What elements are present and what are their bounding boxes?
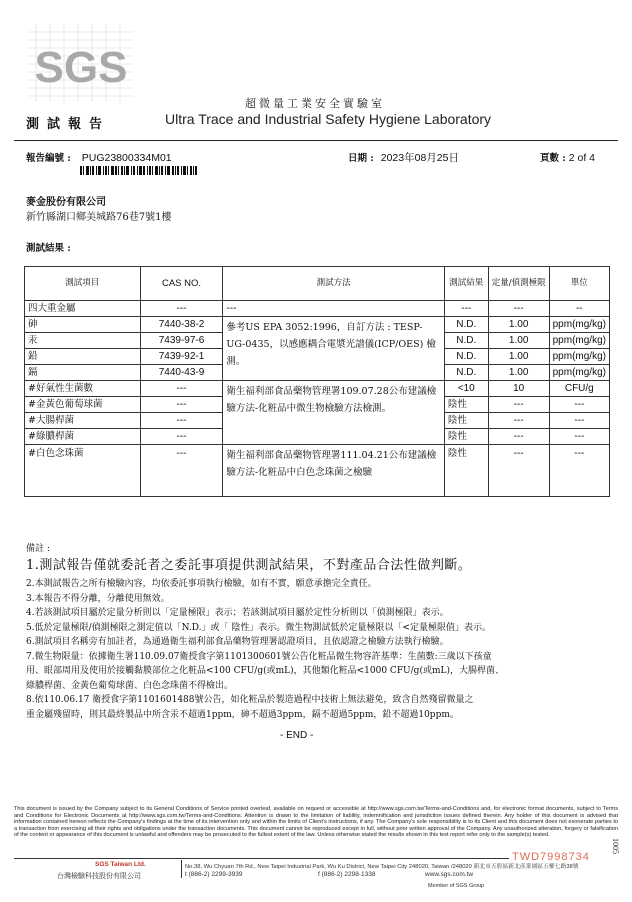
header-result: 測試結果 xyxy=(444,267,488,301)
report-title-zh: 測試報告 xyxy=(26,117,111,132)
cell-result: <10 xyxy=(444,381,488,397)
cell-result: 陰性 xyxy=(444,429,488,445)
cell-item: #白色念珠菌 xyxy=(25,445,141,497)
notes-list xyxy=(26,555,606,722)
table-row xyxy=(25,317,610,333)
cell-cas: --- xyxy=(140,381,223,397)
cell-item: #金黃色葡萄球菌 xyxy=(25,397,141,413)
cell-method-candida: 衛生福利部食品藥物管理署111.04.21公布建議檢驗方法-化粧品中白色念珠菌之檢驗 xyxy=(223,445,444,497)
table-row xyxy=(25,301,610,317)
lab-name-zh: 超微量工業安全實驗室 xyxy=(245,97,385,110)
cell-cas: 7439-97-6 xyxy=(140,333,223,349)
note-line: 7.微生物限量：依據衛生署110.09.07衛授食字第1101300601號公告化粧品微生物容許基準：生菌數:三歲以下孩童 xyxy=(26,651,492,662)
cell-result: N.D. xyxy=(444,317,488,333)
cell-item: #好氣性生菌數 xyxy=(25,381,141,397)
company-fax: f (886-2) 2298-1338 xyxy=(318,871,376,878)
cell-method-metals: 參考US EPA 3052:1996，自訂方法 : TESP-UG-0435，以感應耦合電漿光譜儀(ICP/OES) 檢測。 xyxy=(223,317,444,381)
cell-item: #綠膿桿菌 xyxy=(25,429,141,445)
cell-item: 砷 xyxy=(25,317,141,333)
report-number xyxy=(26,150,172,164)
results-label: 測試結果 : xyxy=(26,243,71,254)
header-limit: 定量/偵測極限 xyxy=(488,267,549,301)
footer-separator xyxy=(181,860,182,878)
cell-result: 陰性 xyxy=(444,413,488,429)
cell-unit: ppm(mg/kg) xyxy=(549,333,609,349)
serial-number: TWD7998734 xyxy=(512,851,590,863)
cell-result: --- xyxy=(444,301,488,317)
note-line: 2.本測試報告之所有檢驗內容，均依委託事項執行檢驗，如有不實，願意承擔完全責任。 xyxy=(26,579,377,589)
cell-limit: 1.00 xyxy=(488,349,549,365)
report-date xyxy=(348,150,459,165)
cell-cas: 7440-43-9 xyxy=(140,365,223,381)
note-line: 重金屬殘留時，則其最終製品中所含汞不超過1ppm，砷不超過3ppm，鎘不超過5ppm，鉛不超過10ppm。 xyxy=(26,709,459,720)
cell-limit: --- xyxy=(488,429,549,445)
cell-limit: --- xyxy=(488,397,549,413)
cell-limit: 1.00 xyxy=(488,317,549,333)
table-row xyxy=(25,381,610,397)
cell-limit: --- xyxy=(488,413,549,429)
cell-item: 鎘 xyxy=(25,365,141,381)
legal-disclaimer: This document is issued by the Company subject to its General Conditions of Service printed overleaf, available on request or accessible at http://www.sgs.com.tw/Terms-and-Conditions and, for electronic format documents, subject to Terms and Conditions for Electronic Documents at http://www.sgs.com.tw/Terms-and-Conditions. Attention is drawn to the limitation of liability, indemnification and jurisdiction issues defined therein. Any holder of this document is advised that information contained hereon reflects the Company's findings at the time of its intervention only and within the limits of Client's instructions, if any. The Company's sole responsibility is to its Client and this document does not exonerate parties to a transaction from exercising all their rights and obligations under the transaction documents. This document cannot be reproduced except in full, without prior written approval of the Company. Any unauthorized alteration, forgery or falsification of the content or appearance of this document is unlawful and offenders may be prosecuted to the fullest extent of the law. Unless otherwise stated the results shown in this test report refer only to the sample(s) tested. xyxy=(14,806,618,839)
svg-text:SGS: SGS xyxy=(34,43,128,92)
cell-limit: 1.00 xyxy=(488,365,549,381)
page-code: 1005 xyxy=(611,838,620,854)
cell-result: N.D. xyxy=(444,349,488,365)
cell-cas: --- xyxy=(140,301,223,317)
end-marker: - END - xyxy=(280,730,314,741)
cell-unit: --- xyxy=(549,397,609,413)
company-address: No.38, Wu Chyuan 7th Rd., New Taipei Industrial Park, Wu Ku District, New Taipei City 248020, Taiwan /248020 新北市五股區新北產業園區五權七路38號 xyxy=(185,864,579,870)
cell-unit: ppm(mg/kg) xyxy=(549,317,609,333)
cell-item: 汞 xyxy=(25,333,141,349)
cell-cas: --- xyxy=(140,397,223,413)
note-line: 8.依110.06.17 衛授食字第1101601488號公告，如化粧品於製造過程中技術上無法避免，致含自然殘留微量之 xyxy=(26,695,474,705)
cell-unit: -- xyxy=(549,301,609,317)
note-line: 6.測試項目名稱旁有加註者，為通過衛生福利部食品藥物管理署認證項目，且依認證之檢驗方法執行檢驗。 xyxy=(26,637,449,647)
cell-method: --- xyxy=(223,301,444,317)
group-membership: Member of SGS Group xyxy=(428,883,485,889)
company-website[interactable]: www.sgs.com.tw xyxy=(425,871,474,878)
header-method: 測試方法 xyxy=(223,267,444,301)
header-cas: CAS NO. xyxy=(140,267,223,301)
report-date-value: 2023年08月25日 xyxy=(380,152,459,164)
cell-item: 四大重金屬 xyxy=(25,301,141,317)
report-page-value: 2 of 4 xyxy=(568,152,596,164)
cell-item: #大腸桿菌 xyxy=(25,413,141,429)
cell-unit: --- xyxy=(549,445,609,497)
cell-unit: CFU/g xyxy=(549,381,609,397)
cell-cas: --- xyxy=(140,429,223,445)
cell-result: N.D. xyxy=(444,333,488,349)
cell-limit: 1.00 xyxy=(488,333,549,349)
company-name-zh: 台灣檢驗科技股份有限公司 xyxy=(57,872,141,880)
cell-result: 陰性 xyxy=(444,397,488,413)
cell-cas: --- xyxy=(140,413,223,429)
cell-limit: 10 xyxy=(488,381,549,397)
cell-result: N.D. xyxy=(444,365,488,381)
barcode xyxy=(80,166,225,175)
header-divider xyxy=(14,140,618,141)
report-page xyxy=(540,150,595,164)
cell-limit: --- xyxy=(488,445,549,497)
client-name: 麥金股份有限公司 xyxy=(26,197,106,208)
company-name-en: SGS Taiwan Ltd. xyxy=(95,861,146,868)
cell-cas: --- xyxy=(140,445,223,497)
report-number-value: PUG23800334M01 xyxy=(81,152,172,164)
note-line: 1.測試報告僅就委託者之委託事項提供測試結果，不對產品合法性做判斷。 xyxy=(26,558,472,573)
cell-unit: ppm(mg/kg) xyxy=(549,349,609,365)
table-row xyxy=(25,445,610,497)
results-table xyxy=(24,266,610,497)
cell-cas: 7440-38-2 xyxy=(140,317,223,333)
cell-method-microbes: 衛生福利部食品藥物管理署109.07.28公布建議檢驗方法-化粧品中微生物檢驗方法檢測。 xyxy=(223,381,444,445)
sgs-logo xyxy=(26,22,136,104)
report-number-label: 報告編號 : xyxy=(26,153,71,164)
lab-name-en: Ultra Trace and Industrial Safety Hygiene Laboratory xyxy=(165,111,492,127)
note-line: 用、眼部周用及使用於接觸黏膜部位之化粧品<100 CFU/g(或mL)，其他類化粧品<1000 CFU/g(或mL)，大腸桿菌、 xyxy=(26,666,504,676)
company-phone: t (886-2) 2299-3939 xyxy=(185,871,243,878)
cell-cas: 7439-92-1 xyxy=(140,349,223,365)
cell-item: 鉛 xyxy=(25,349,141,365)
report-page-label: 頁數 : xyxy=(540,153,566,164)
notes-title: 備註 : xyxy=(26,544,50,554)
cell-unit: --- xyxy=(549,429,609,445)
cell-limit: --- xyxy=(488,301,549,317)
note-line: 5.低於定量極限/偵測極限之測定值以「N.D.」或「 陰性」表示。微生物測試低於定量極限以「<定量極限值」表示。 xyxy=(26,622,491,633)
header-item: 測試項目 xyxy=(25,267,141,301)
table-header-row xyxy=(25,267,610,301)
cell-unit: --- xyxy=(549,413,609,429)
note-line: 綠膿桿菌、金黃色葡萄球菌、白色念珠菌不得檢出。 xyxy=(26,680,234,691)
report-date-label: 日期 : xyxy=(348,153,374,164)
cell-unit: ppm(mg/kg) xyxy=(549,365,609,381)
header-unit: 單位 xyxy=(549,267,609,301)
note-line: 3.本報告不得分離，分離使用無效。 xyxy=(26,593,170,604)
note-line: 4.若該測試項目屬於定量分析則以「定量極限」表示；若該測試項目屬於定性分析則以「偵測極限」表示。 xyxy=(26,608,449,618)
cell-result: 陰性 xyxy=(444,445,488,497)
footer-divider xyxy=(14,858,509,859)
client-address: 新竹縣湖口鄉美城路76巷7號1樓 xyxy=(26,212,172,223)
